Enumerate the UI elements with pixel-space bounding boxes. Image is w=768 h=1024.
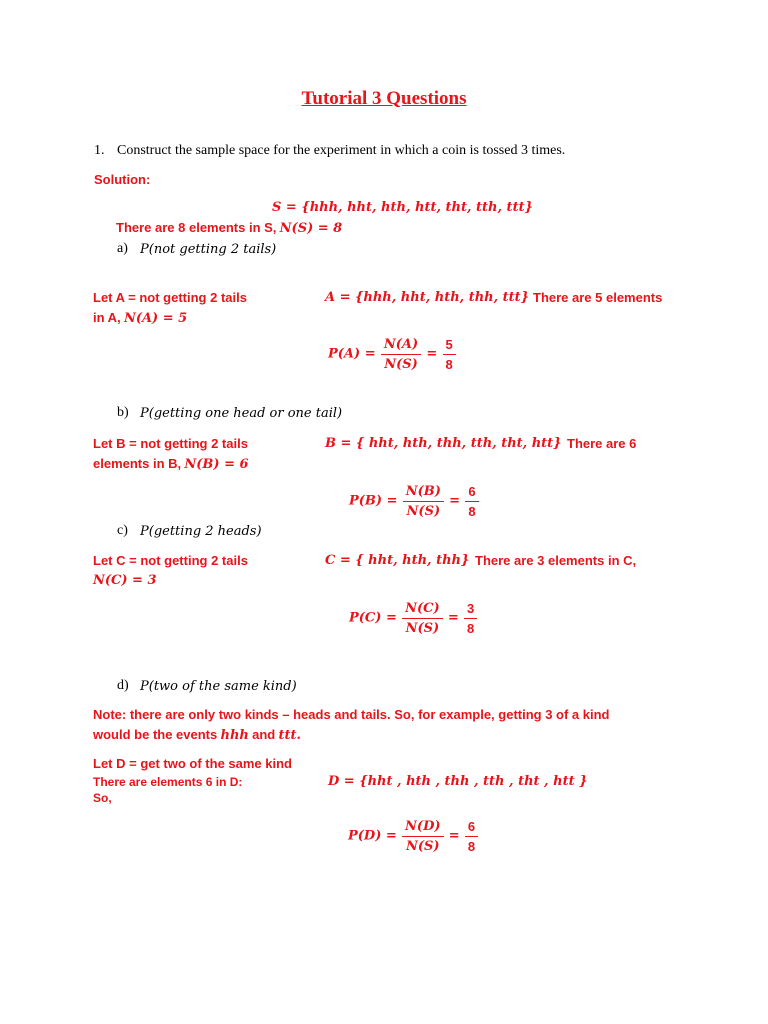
part-a-expr: P(not getting 2 tails)	[140, 242, 277, 257]
part-b-label: b)	[117, 405, 129, 420]
part-d-set: D = {hht , hth , thh , tth , tht , htt }	[328, 774, 588, 789]
part-c-expr: P(getting 2 heads)	[140, 524, 262, 539]
result-numerator: 6	[465, 483, 478, 502]
part-c-label: c)	[117, 523, 128, 538]
note-ttt: ttt.	[278, 728, 302, 743]
part-a-set: A = {hhh, hht, hth, thh, ttt}	[325, 290, 530, 305]
formula-lhs: P(D) =	[348, 828, 397, 844]
elements-count-text: There are 8 elements in S,	[116, 220, 277, 235]
elements-count-expr: N(S) = 8	[279, 221, 343, 236]
fraction-denominator: N(S)	[384, 357, 418, 372]
result-denominator: 8	[467, 839, 476, 854]
part-b-count	[93, 456, 249, 472]
part-c-set: C = { hht, hth, thh}	[325, 553, 470, 568]
part-d-note-line2	[93, 727, 301, 743]
sample-space: S = {hhh, hht, hth, htt, tht, tth, ttt}	[272, 200, 533, 215]
part-d-note-line1: Note: there are only two kinds – heads and tails. So, for example, getting 3 of a kind	[93, 707, 610, 722]
note-text: would be the events	[93, 727, 218, 742]
fraction-numerator: N(A)	[381, 336, 421, 355]
elements-count	[116, 220, 342, 236]
part-c-count-expr: N(C) = 3	[93, 573, 157, 588]
result-denominator: 8	[467, 621, 475, 636]
part-c-formula	[349, 600, 479, 637]
note-hhh: hhh	[220, 728, 249, 743]
result-denominator: 8	[445, 357, 453, 372]
part-c-let: Let C = not getting 2 tails	[93, 553, 248, 568]
part-a-let: Let A = not getting 2 tails	[93, 290, 247, 305]
part-a-count-text-2: in A,	[93, 310, 121, 325]
page-title: Tutorial 3 Questions	[301, 88, 467, 109]
part-a-label: a)	[117, 241, 128, 256]
fraction-numerator: N(D)	[402, 818, 443, 837]
fraction-numerator: N(B)	[403, 483, 444, 502]
formula-lhs: P(B) =	[349, 493, 398, 509]
part-b-count-expr: N(B) = 6	[184, 457, 249, 472]
note-and: and	[252, 727, 276, 742]
question-text: Construct the sample space for the experiment in which a coin is tossed 3 times.	[117, 143, 566, 158]
part-b-let: Let B = not getting 2 tails	[93, 436, 248, 451]
equals-sign: =	[448, 828, 460, 844]
fraction	[402, 818, 443, 855]
fraction	[402, 600, 443, 637]
solution-label: Solution:	[94, 172, 151, 187]
formula-lhs: P(C) =	[349, 610, 397, 626]
part-b-set: B = { hht, hth, thh, tth, tht, htt}	[325, 436, 562, 451]
result-numerator: 5	[443, 336, 456, 355]
part-d-let: Let D = get two of the same kind	[93, 756, 292, 771]
part-a-count-text: There are 5 elements	[533, 290, 663, 305]
fraction-result	[464, 600, 477, 637]
part-b-formula	[349, 483, 481, 520]
part-a-count	[93, 310, 187, 326]
fraction	[381, 336, 421, 373]
fraction-numerator: N(C)	[402, 600, 443, 619]
part-d-expr: P(two of the same kind)	[140, 679, 297, 694]
result-numerator: 6	[465, 818, 478, 837]
part-c-count-text: There are 3 elements in C,	[475, 553, 637, 568]
equals-sign: =	[447, 610, 459, 626]
result-denominator: 8	[468, 504, 476, 519]
fraction-denominator: N(S)	[405, 621, 440, 636]
part-a-count-expr: N(A) = 5	[123, 311, 188, 326]
fraction-denominator: N(S)	[405, 839, 440, 854]
fraction-denominator: N(S)	[406, 504, 441, 519]
fraction	[403, 483, 444, 520]
formula-lhs: P(A) =	[328, 346, 376, 362]
part-d-label: d)	[117, 678, 129, 693]
fraction-result	[465, 483, 478, 520]
fraction-result	[443, 336, 456, 373]
part-d-count-line: There are elements 6 in D:	[93, 775, 243, 789]
part-b-count-text-2: elements in B,	[93, 456, 182, 471]
part-d-formula	[348, 818, 480, 855]
part-a-formula	[328, 336, 458, 373]
result-numerator: 3	[464, 600, 477, 619]
equals-sign: =	[449, 493, 461, 509]
equals-sign: =	[426, 346, 438, 362]
part-b-count-text: There are 6	[567, 436, 637, 451]
question-number: 1.	[94, 143, 105, 158]
part-d-so: So,	[93, 791, 112, 805]
part-b-expr: P(getting one head or one tail)	[140, 406, 343, 421]
fraction-result	[465, 818, 478, 855]
